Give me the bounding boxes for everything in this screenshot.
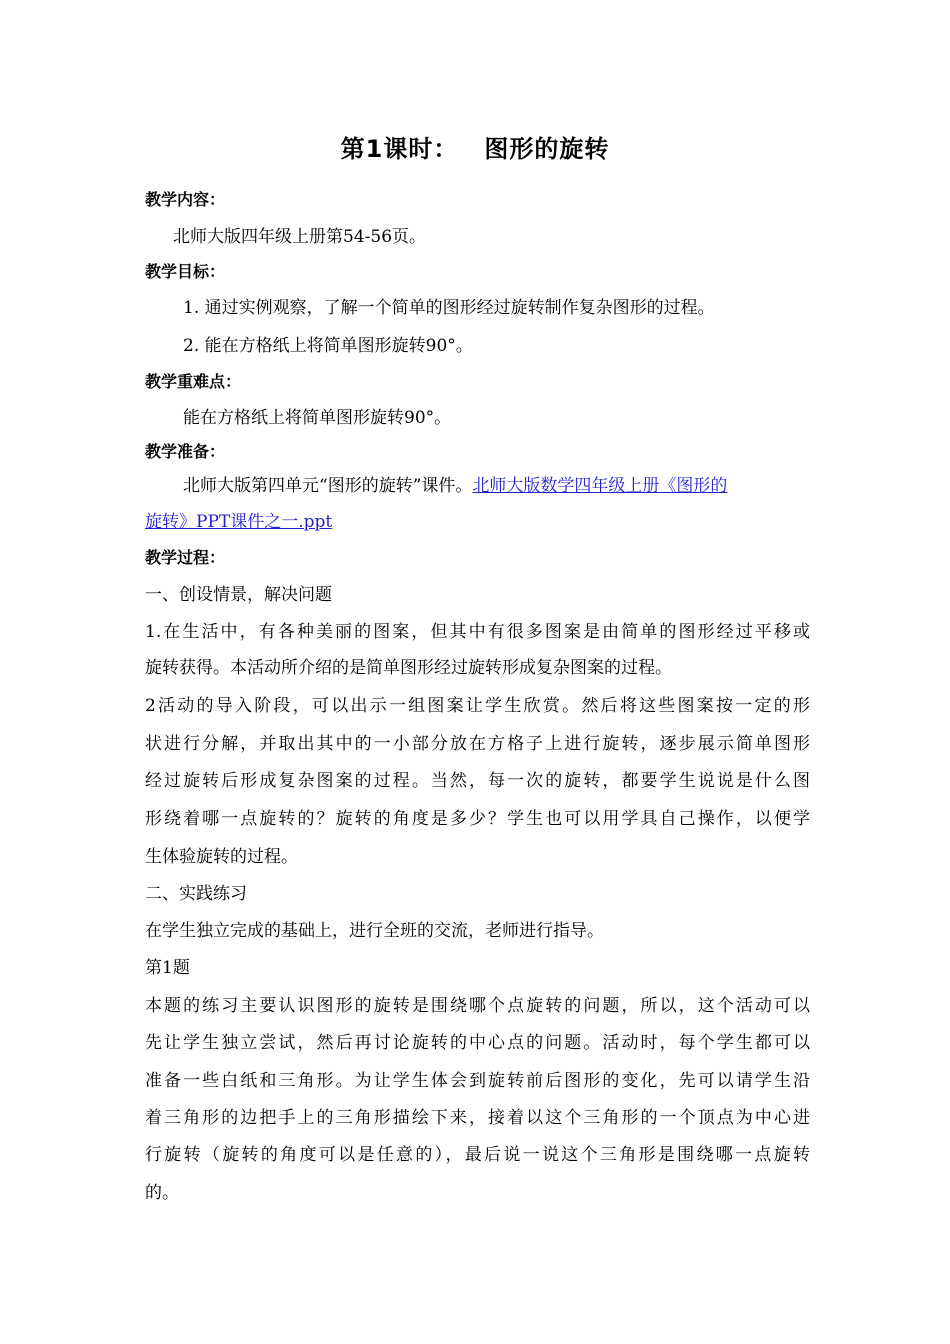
paragraph-1-line-2: 旋转获得。本活动所介绍的是简单图形经过旋转形成复杂图案的过程。 [145, 658, 672, 678]
key-points-text: 能在方格纸上将简单图形旋转90°。 [183, 408, 452, 428]
preparation-text-prefix: 北师大版第四单元“图形的旋转”课件。 [183, 476, 473, 496]
goals-heading: 教学目标： [145, 262, 226, 281]
preparation-heading: 教学准备： [145, 442, 226, 461]
paragraph-2-line-5: 生体验旋转的过程。 [145, 847, 298, 867]
paragraph-2-line-2: 状进行分解，并取出其中的一小部分放在方格子上进行旋转，逐步展示简单图形 [145, 734, 810, 754]
paragraph-2-line-1: 2活动的导入阶段，可以出示一组图案让学生欣赏。然后将这些图案按一定的形 [145, 696, 810, 716]
part1-title: 一、创设情景，解决问题 [145, 585, 332, 605]
paragraph-4-line-5: 行旋转（旋转的角度可以是任意的），最后说一说这个三角形是围绕哪一点旋转 [145, 1145, 810, 1165]
courseware-link[interactable]: 北师大版数学四年级上册《图形的 [472, 476, 728, 496]
preparation-text [183, 474, 810, 498]
goal-item-1: 1. 通过实例观察，了解一个简单的图形经过旋转制作复杂图形的过程。 [183, 298, 715, 318]
courseware-link-cont[interactable]: 旋转》PPT课件之一.ppt [145, 512, 333, 532]
paragraph-4-line-2: 先让学生独立尝试，然后再讨论旋转的中心点的问题。活动时，每个学生都可以 [145, 1033, 810, 1053]
process-heading: 教学过程： [145, 548, 226, 567]
goal-item-2: 2. 能在方格纸上将简单图形旋转90°。 [183, 336, 473, 356]
page-title [0, 132, 950, 166]
preparation-text-cont [145, 510, 810, 534]
content-heading: 教学内容： [145, 190, 226, 209]
paragraph-3: 在学生独立完成的基础上，进行全班的交流，老师进行指导。 [145, 921, 604, 941]
paragraph-2-line-4: 形绕着哪一点旋转的？旋转的角度是多少？学生也可以用学具自己操作，以便学 [145, 809, 810, 829]
paragraph-4-line-1: 本题的练习主要认识图形的旋转是围绕哪个点旋转的问题，所以，这个活动可以 [145, 996, 810, 1016]
paragraph-4-line-3: 准备一些白纸和三角形。为让学生体会到旋转前后图形的变化，先可以请学生沿 [145, 1071, 810, 1091]
question-1-title: 第1题 [145, 958, 190, 978]
paragraph-2-line-3: 经过旋转后形成复杂图案的过程。当然，每一次的旋转，都要学生说说是什么图 [145, 771, 810, 791]
title-lesson-number: 第1课时： [340, 135, 459, 163]
part2-title: 二、实践练习 [145, 884, 247, 904]
key-points-heading: 教学重难点： [145, 372, 242, 391]
paragraph-4-line-6: 的。 [145, 1183, 179, 1203]
paragraph-1-line-1: 1.在生活中，有各种美丽的图案，但其中有很多图案是由简单的图形经过平移或 [145, 622, 810, 642]
content-text: 北师大版四年级上册第54-56页。 [173, 227, 427, 247]
paragraph-4-line-4: 着三角形的边把手上的三角形描绘下来，接着以这个三角形的一个顶点为中心进 [145, 1108, 810, 1128]
title-topic: 图形的旋转 [484, 135, 610, 163]
